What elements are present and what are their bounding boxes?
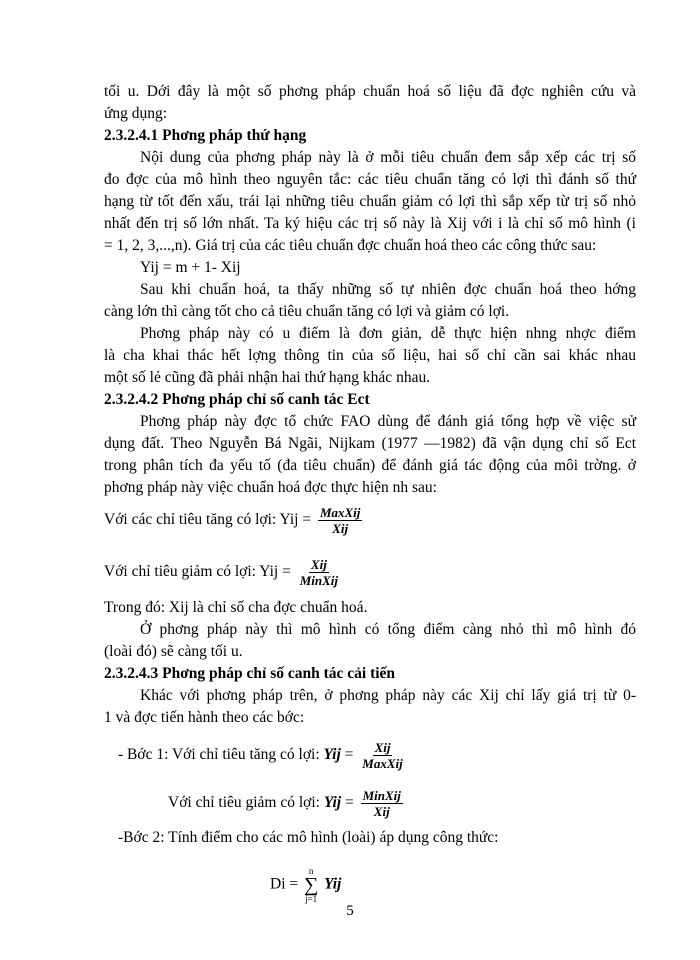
fraction-numerator: MinXij [362,788,401,803]
fraction-numerator: Xij [374,740,391,755]
formula-lhs: Di = [270,875,299,893]
paragraph-line: Sau khi chuẩn hoá, ta thấy những số tự nhiên đợc chuẩn hoá theo hớng [140,281,636,298]
fraction-numerator: MaxXij [319,505,361,520]
paragraph-line: Ở phơng pháp này thì mô hình có tổng điểm càng nhỏ thì mô hình đó [140,621,636,638]
fraction [361,788,403,819]
page-number: 5 [346,903,354,919]
paragraph-line: Nội dung của phơng pháp này là ở mỗi tiêu chuẩn đem sắp xếp các trị số [140,149,636,166]
section-heading: 2.3.2.4.2 Phơng pháp chỉ số canh tác Ect [104,391,370,408]
paragraph-line: Trong đó: Xij là chỉ số cha đợc chuẩn hoá. [104,599,368,616]
paragraph-line: 1 và đợc tiến hành theo các bớc: [104,709,305,726]
paragraph-line: một số lẻ cũng đã phải nhận hai thứ hạng khác nhau. [104,369,431,386]
step-1b-formula: Với chỉ tiêu giảm có lợi: Yij = $\frac{\text{MinXij}}{\text{Xij}}$ [168,788,401,819]
summation-upper: n [308,866,314,876]
paragraph-line: Khác với phơng pháp trên, ở phơng pháp này các Xij chỉ lấy giá trị từ 0- [140,687,636,704]
formula-decrease [104,557,340,588]
paragraph-line: phơng pháp này việc chuẩn hoá đợc thực hiện nh sau: [104,479,437,496]
sigma-icon: ∑ [304,874,319,896]
fraction-numerator: Xij [310,557,327,572]
paragraph-line: đo đợc của mô hình theo nguyên tắc: các tiêu chuẩn tăng có lợi thì đánh số thứ [104,171,636,188]
fraction [298,557,340,588]
paragraph-line: -Bớc 2: Tính điểm cho các mô hình (loài) áp dụng công thức: [118,829,499,846]
formula-rhs: Yij [324,875,342,893]
paragraph-line: trong phân tích đa yếu tố (đa tiêu chuẩn) để đánh giá tác động của môi trờng. ở [104,457,636,474]
formula-lhs: Yij [323,746,341,764]
fraction [318,505,362,536]
fraction-denominator: Xij [332,521,349,536]
formula-label: Với các chỉ tiêu tăng có lợi: Yij = [104,511,312,529]
paragraph-line: (loài đó) sẽ càng tối u. [104,643,243,660]
paragraph-line: Phơng pháp này có u điểm là đơn giản, dễ thực hiện nhng nhợc điểm [140,325,636,342]
fraction-denominator: Xij [373,804,390,819]
fraction-denominator: MaxXij [362,756,403,771]
formula-increase [104,505,362,536]
section-heading: 2.3.2.4.3 Phơng pháp chỉ số canh tác cải tiến [104,665,396,682]
formula-label: Với chỉ tiêu giảm có lợi: Yij = [104,563,291,581]
paragraph-line: Phơng pháp này đợc tổ chức FAO dùng để đánh giá tổng hợp về việc sử [140,413,636,430]
paragraph-line: hạng từ tốt đến xấu, trái lại những tiêu chuẩn giảm có lợi thì sắp xếp từ trị số nhỏ [104,193,636,210]
formula-rank: Yij = m + 1- Xij [140,259,241,276]
formula-label: - Bớc 1: Với chỉ tiêu tăng có lợi: [118,746,320,764]
formula-lhs: Yij [323,794,342,812]
paragraph-line: tối u. Dới đây là một số phơng pháp chuẩn hoá số liệu đã đợc nghiên cứu và [104,83,636,100]
fraction [360,740,404,771]
step-1-formula: - Bớc 1: Với chỉ tiêu tăng có lợi: Yij = $\frac{\text{Xij}}{\text{MaxXij}}$ [118,740,403,771]
summation [304,866,318,904]
formula-sum [270,866,341,904]
paragraph-line: ứng dụng: [104,105,168,122]
paragraph-line: dụng đất. Theo Nguyễn Bá Ngãi, Nijkam (1977 —1982) đã vận dụng chỉ số Ect [104,435,636,452]
paragraph-line: càng lớn thì càng tốt cho cả tiêu chuẩn tăng có lợi và giảm có lợi. [104,303,510,320]
paragraph-line: nhất đến trị số lớn nhất. Ta ký hiệu các trị số này là Xij với i là chỉ số mô hình (i [104,215,636,232]
section-heading: 2.3.2.4.1 Phơng pháp thứ hạng [104,127,307,144]
paragraph-line: là cha khai thác hết lợng thông tin của số liệu, hai số chỉ cần sai khác nhau [104,347,636,364]
summation-lower: j=1 [305,894,318,904]
fraction-denominator: MinXij [299,573,339,588]
paragraph-line: = 1, 2, 3,...,n). Giá trị của các tiêu chuẩn đợc chuẩn hoá theo các công thức sau: [104,237,597,254]
formula-label: Với chỉ tiêu giảm có lợi: [168,794,320,812]
